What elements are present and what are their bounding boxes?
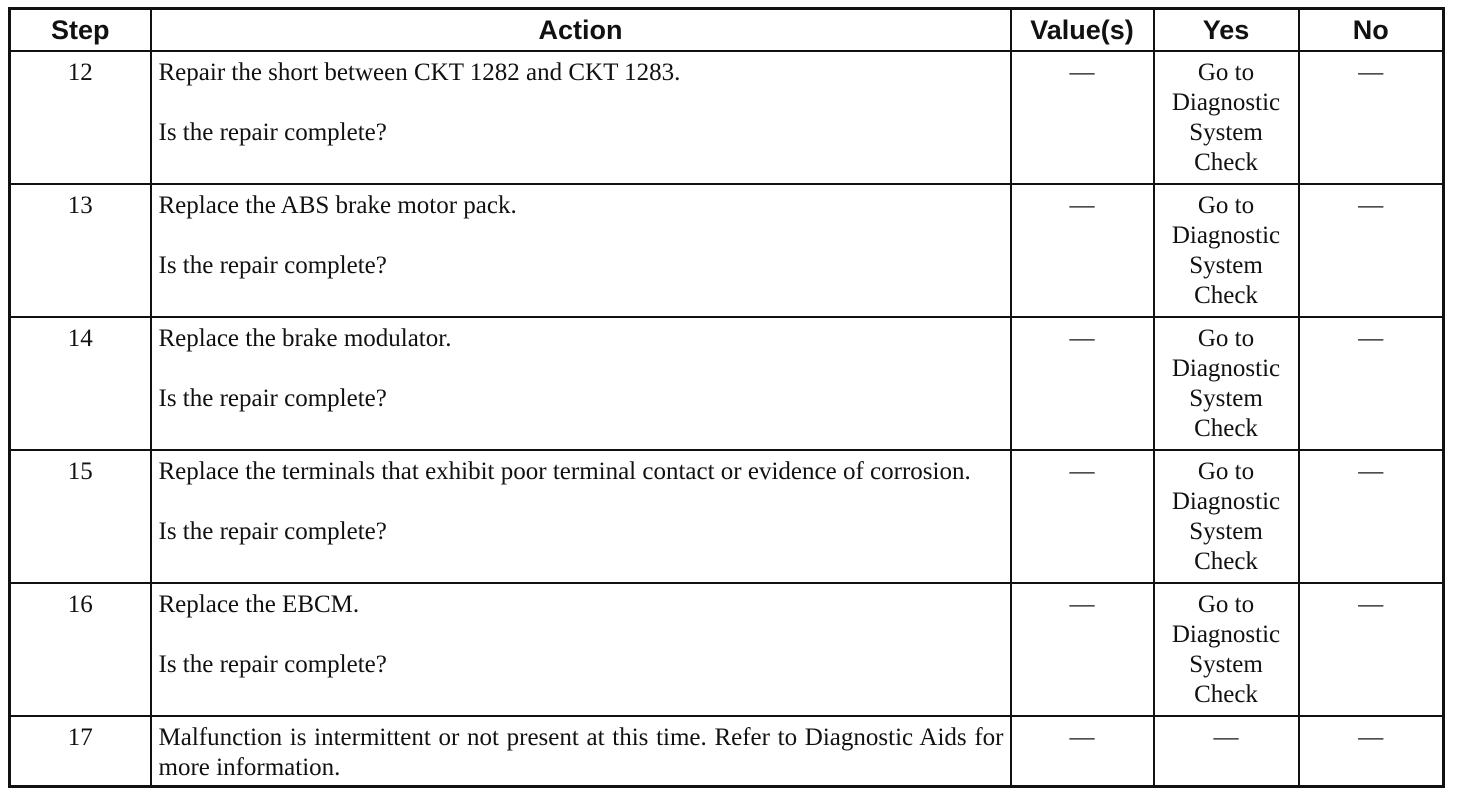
no-cell: —	[1299, 317, 1444, 450]
table-row	[10, 583, 1444, 716]
no-cell: —	[1299, 583, 1444, 716]
yes-cell: Go to Diagnostic System Check	[1154, 317, 1299, 450]
diagnostic-table	[8, 7, 1445, 788]
no-cell: —	[1299, 184, 1444, 317]
action-cell	[151, 716, 1011, 786]
table-row	[10, 716, 1444, 786]
action-cell	[151, 51, 1011, 184]
value-cell: —	[1011, 317, 1154, 450]
yes-cell: Go to Diagnostic System Check	[1154, 583, 1299, 716]
value-cell: —	[1011, 583, 1154, 716]
table-row	[10, 51, 1444, 184]
header-no: No	[1299, 9, 1444, 52]
header-values: Value(s)	[1011, 9, 1154, 52]
value-cell: —	[1011, 716, 1154, 786]
yes-cell: Go to Diagnostic System Check	[1154, 450, 1299, 583]
action-instruction: Replace the brake modulator.	[158, 325, 452, 352]
table-row	[10, 184, 1444, 317]
value-cell: —	[1011, 450, 1154, 583]
action-cell	[151, 317, 1011, 450]
action-question: Is the repair complete?	[158, 651, 387, 678]
table-row	[10, 450, 1444, 583]
no-cell: —	[1299, 450, 1444, 583]
step-number: 15	[10, 450, 151, 583]
yes-cell: Go to Diagnostic System Check	[1154, 184, 1299, 317]
action-instruction: Replace the ABS brake motor pack.	[158, 192, 517, 219]
header-row	[10, 9, 1444, 52]
value-cell: —	[1011, 51, 1154, 184]
yes-cell: Go to Diagnostic System Check	[1154, 51, 1299, 184]
action-question: Is the repair complete?	[158, 385, 387, 412]
action-instruction: Replace the EBCM.	[158, 591, 360, 618]
step-number: 12	[10, 51, 151, 184]
no-cell: —	[1299, 716, 1444, 786]
step-number: 17	[10, 716, 151, 786]
action-instruction: Malfunction is intermittent or not present at this time. Refer to Diagnostic Aids for more information.	[158, 724, 1004, 781]
action-question: Is the repair complete?	[158, 252, 387, 279]
table-row	[10, 317, 1444, 450]
action-cell	[151, 184, 1011, 317]
action-instruction: Replace the terminals that exhibit poor terminal contact or evidence of corrosion.	[158, 458, 971, 485]
action-question: Is the repair complete?	[158, 119, 387, 146]
no-cell: —	[1299, 51, 1444, 184]
step-number: 16	[10, 583, 151, 716]
action-instruction: Repair the short between CKT 1282 and CKT 1283.	[158, 59, 681, 86]
yes-cell: —	[1154, 716, 1299, 786]
action-cell	[151, 450, 1011, 583]
step-number: 13	[10, 184, 151, 317]
header-step: Step	[10, 9, 151, 52]
header-action: Action	[151, 9, 1011, 52]
action-cell	[151, 583, 1011, 716]
step-number: 14	[10, 317, 151, 450]
value-cell: —	[1011, 184, 1154, 317]
action-question: Is the repair complete?	[158, 518, 387, 545]
header-yes: Yes	[1154, 9, 1299, 52]
